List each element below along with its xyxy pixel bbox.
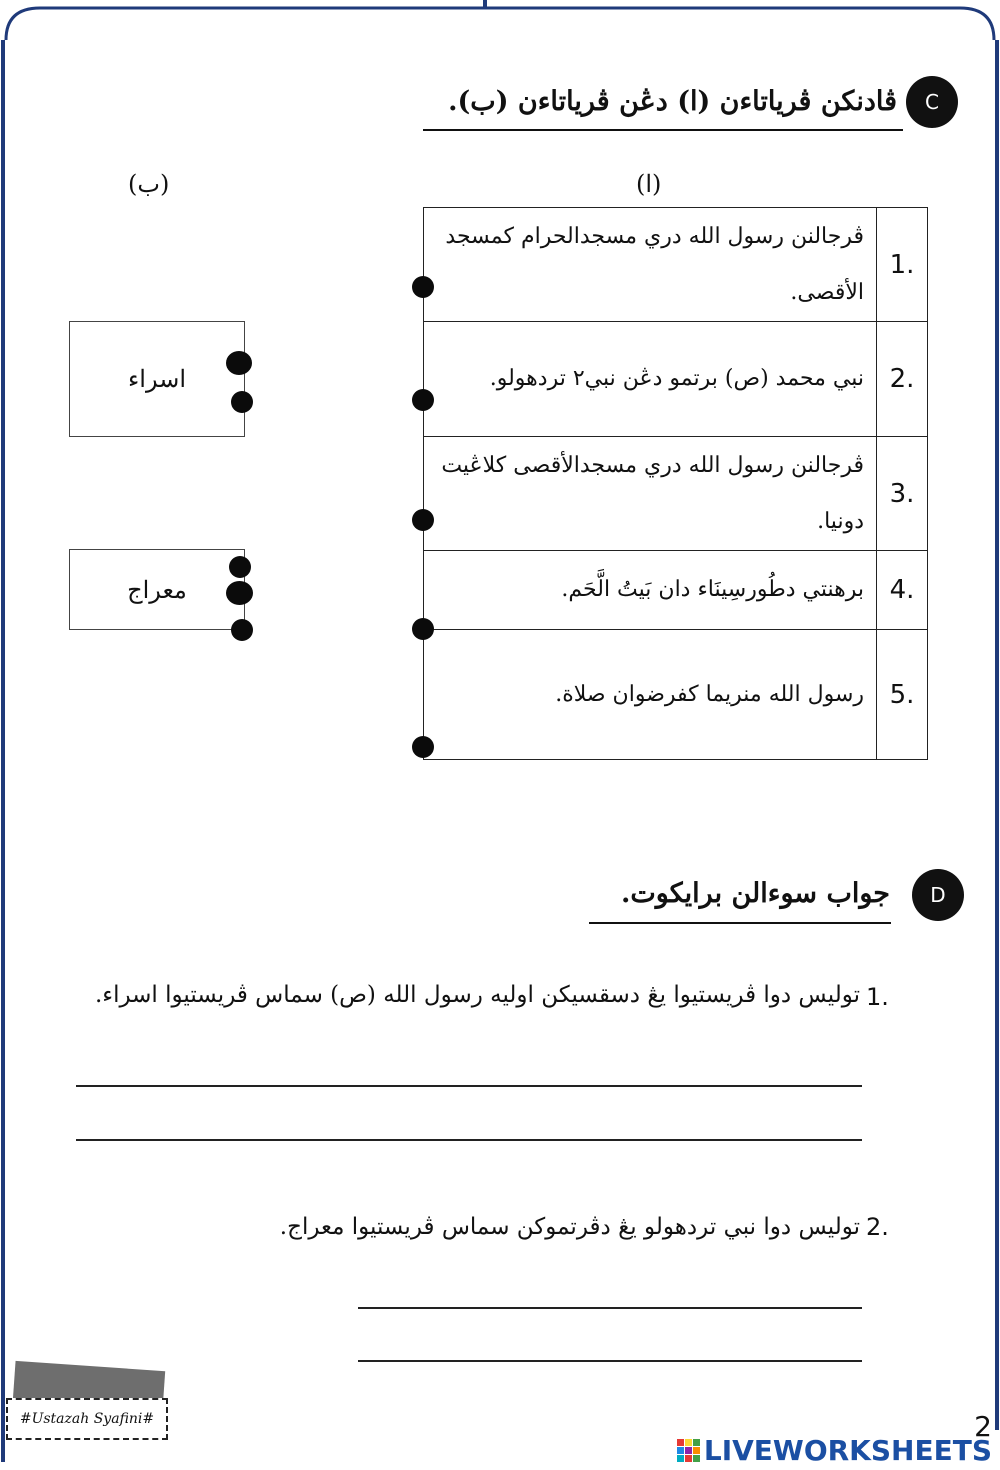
column-b-header: (ب) — [128, 170, 170, 198]
row-number: 3. — [877, 437, 928, 551]
answer-line[interactable] — [76, 1085, 862, 1087]
row-number: 2. — [877, 322, 928, 437]
match-dot-isra-1[interactable] — [226, 351, 252, 375]
match-dot-isra-2[interactable] — [231, 391, 253, 413]
match-dot-miraj-1[interactable] — [229, 556, 251, 578]
row-text: رسول الله منريما كفرضوان صلاة. — [424, 630, 877, 760]
answer-line[interactable] — [358, 1307, 862, 1309]
section-c-title-underline — [423, 129, 903, 131]
match-dot-miraj-3[interactable] — [231, 619, 253, 641]
answer-box-isra — [69, 321, 245, 437]
liveworksheets-logo — [677, 1434, 992, 1467]
answer-line[interactable] — [358, 1360, 862, 1362]
table-row — [424, 208, 928, 322]
match-dot-row-3[interactable] — [412, 509, 434, 531]
row-text: ڤرجالنن رسول الله دري مسجدالأقصى كلاڠيت دونيا. — [424, 437, 877, 551]
answer-label: معراج — [127, 575, 187, 604]
question-text: توليس دوا ڤريستيوا يڠ دسقسيكن اوليه رسول الله (ص) سماس ڤريستيوا اسراء. — [94, 982, 860, 1008]
brand-text: LIVEWORKSHEETS — [703, 1434, 992, 1467]
question-text: توليس دوا نبي تردهولو يڠ دڤرتموكن سماس ڤريستيوا معراج. — [279, 1214, 860, 1240]
page-number: 2 — [974, 1410, 992, 1443]
table-row — [424, 630, 928, 760]
section-d-title: جواب سوءالن برايكوت. — [620, 878, 890, 909]
section-d-title-underline — [589, 922, 891, 924]
row-number: 1. — [877, 208, 928, 322]
match-dot-miraj-2[interactable] — [226, 581, 253, 605]
answer-line[interactable] — [76, 1139, 862, 1141]
section-c-title: ڤادنكن ڤرياتاءن (ا) دڠن ڤرياتاءن (ب). — [448, 86, 897, 117]
table-row — [424, 551, 928, 630]
row-number: 4. — [877, 551, 928, 630]
match-dot-row-4[interactable] — [412, 618, 434, 640]
row-text: نبي محمد (ص) برتمو دڠن نبي٢ تردهولو. — [424, 322, 877, 437]
table-row — [424, 437, 928, 551]
row-text: ڤرجالنن رسول الله دري مسجدالحرام كمسجد الأقصى. — [424, 208, 877, 322]
answer-label: اسراء — [128, 365, 186, 393]
match-dot-row-5[interactable] — [412, 736, 434, 758]
question-number: 2. — [866, 1213, 889, 1241]
column-a-header: (ا) — [636, 170, 662, 198]
section-c-badge: C — [906, 76, 958, 128]
row-text: برهنتي دطُورسِينَاء دان بَيتُ الَّحَم. — [424, 551, 877, 630]
match-dot-row-2[interactable] — [412, 389, 434, 411]
match-dot-row-1[interactable] — [412, 276, 434, 298]
answer-box-miraj — [69, 549, 245, 630]
question-number: 1. — [866, 983, 889, 1011]
matching-table — [423, 207, 928, 760]
table-row — [424, 322, 928, 437]
row-number: 5. — [877, 630, 928, 760]
logo-grid-icon — [677, 1439, 700, 1462]
author-stamp: #Ustazah Syafini# — [6, 1398, 168, 1440]
section-d-badge: D — [912, 869, 964, 921]
